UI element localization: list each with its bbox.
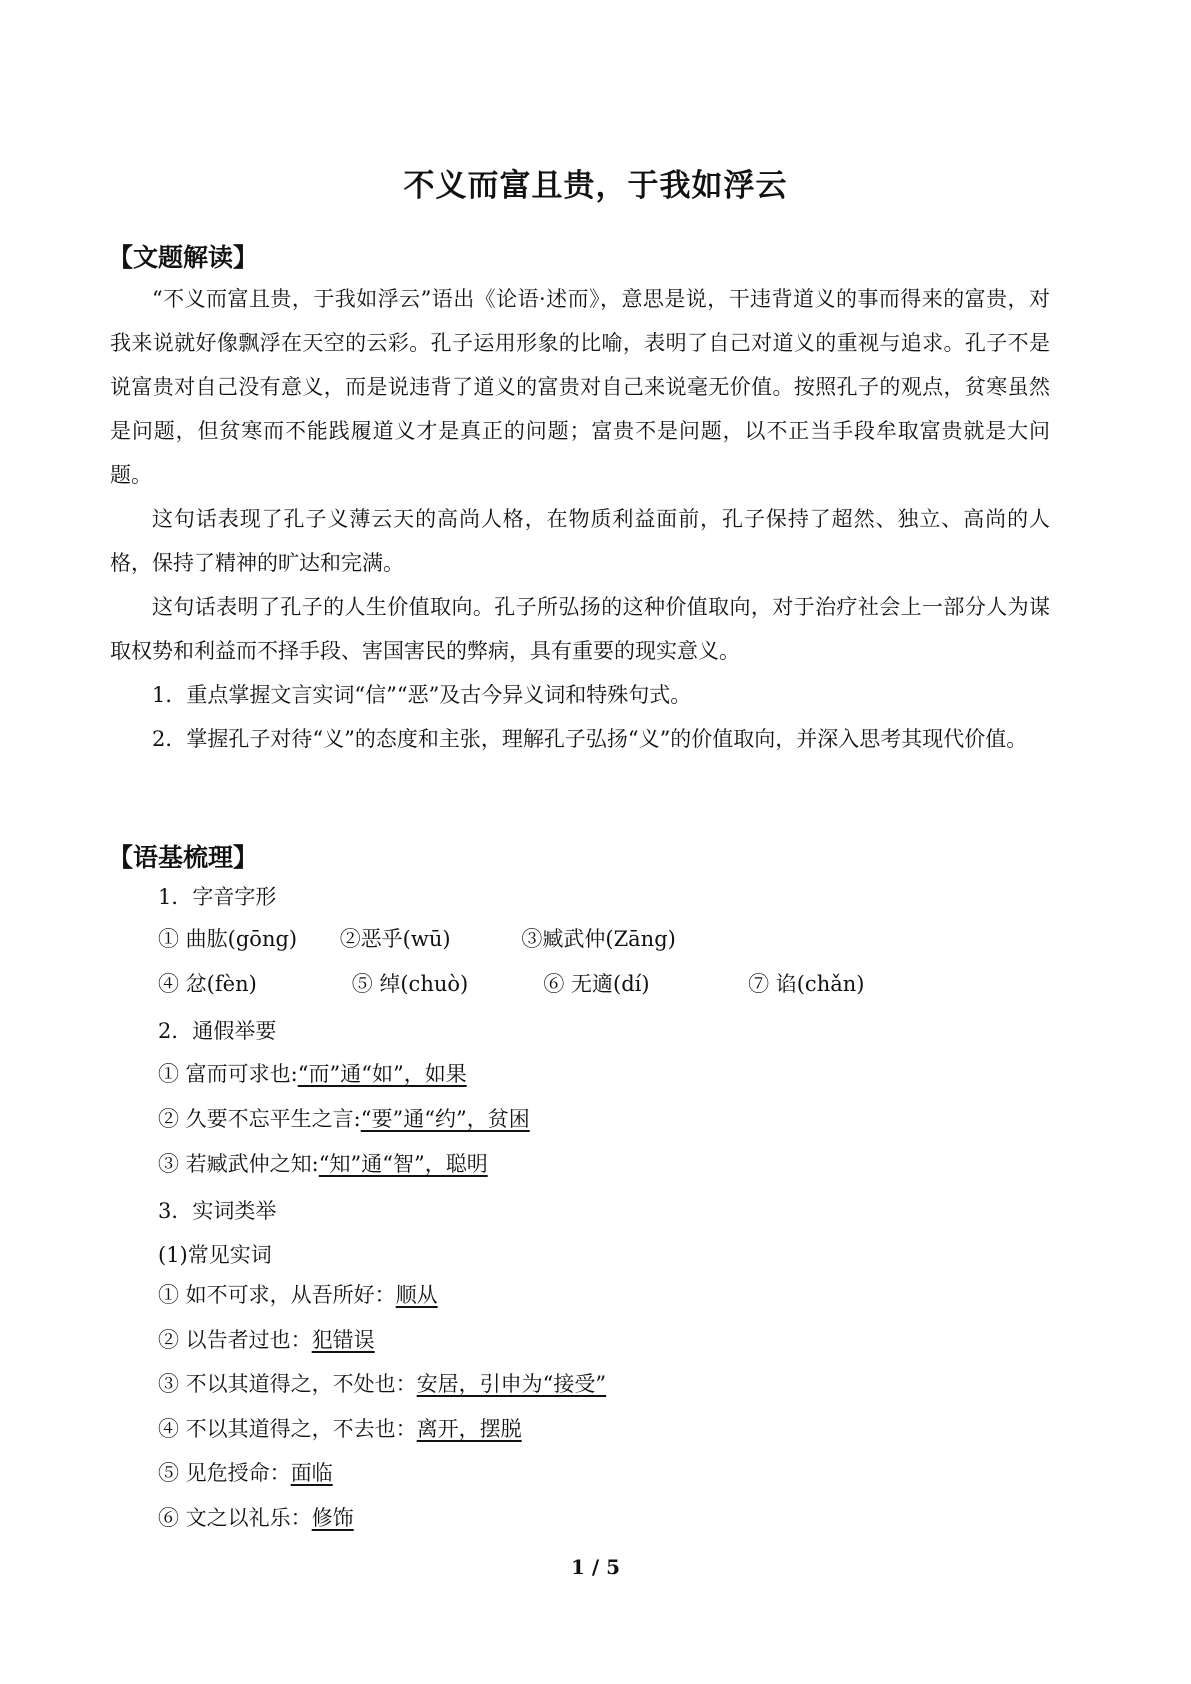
answer-text: 面临 [290, 1461, 333, 1485]
page-number: 1 / 5 [570, 1555, 621, 1579]
paragraph-goal-1: 1．重点掌握文言实词“信”“恶”及古今异义词和特殊句式。 [152, 683, 692, 707]
shici-item [158, 1414, 522, 1444]
subheading-pronunciation: 1．字音字形 [158, 885, 277, 909]
tongjia-item [158, 1149, 488, 1179]
question-text: ② 以告者过也： [158, 1328, 312, 1352]
tongjia-item [158, 1059, 467, 1089]
pinyin-item: ⑥ 无適(dí) [543, 972, 650, 996]
answer-text: “而”通“如”，如果 [297, 1062, 467, 1086]
paragraph-2: 这句话表现了孔子义薄云天的高尚人格，在物质利益面前，孔子保持了超然、独立、高尚的人格，保持了精神的旷达和完满。 [110, 507, 1050, 575]
shici-item [158, 1325, 375, 1355]
pinyin-item: ③臧武仲(Zāng) [521, 927, 676, 951]
question-text: ⑤ 见危授命： [158, 1461, 291, 1485]
page-title: 不义而富且贵，于我如浮云 [403, 168, 788, 204]
pinyin-item: ⑤ 绰(chuò) [351, 972, 469, 996]
question-text: ② 久要不忘平生之言: [158, 1107, 361, 1131]
subheading-common-words: (1)常见实词 [158, 1243, 272, 1267]
answer-text: “知”通“智”，聪明 [318, 1152, 488, 1176]
section-heading-basics: 【语基梳理】 [108, 843, 259, 872]
paragraph-goal-2: 2．掌握孔子对待“义”的态度和主张，理解孔子弘扬“义”的价值取向，并深入思考其现代价值。 [152, 727, 1028, 751]
pinyin-item: ②恶乎(wū) [339, 927, 451, 951]
answer-text: 修饰 [311, 1506, 354, 1530]
paragraph-1: “不义而富且贵，于我如浮云”语出《论语·述而》，意思是说，干违背道义的事而得来的富贵，对我来说就好像飘浮在天空的云彩。孔子运用形象的比喻，表明了自己对道义的重视与追求。孔子不是说富贵对自己没有意义，而是说违背了道义的富贵对自己来说毫无价值。按照孔子的观点，贫寒虽然是问题，但贫寒而不能践履道义才是真正的问题；富贵不是问题，以不正当手段牟取富贵就是大问题。 [110, 287, 1050, 487]
subheading-shici: 3．实词类举 [158, 1199, 277, 1223]
question-text: ⑥ 文之以礼乐： [158, 1506, 312, 1530]
tongjia-item [158, 1104, 530, 1134]
paragraph-3: 这句话表明了孔子的人生价值取向。孔子所弘扬的这种价值取向，对于治疗社会上一部分人为谋取权势和利益而不择手段、害国害民的弊病，具有重要的现实意义。 [110, 595, 1050, 663]
answer-text: 顺从 [395, 1283, 438, 1307]
question-text: ③ 若臧武仲之知: [158, 1152, 319, 1176]
shici-item [158, 1458, 333, 1488]
answer-text: “要”通“约”，贫困 [360, 1107, 530, 1131]
section-heading-interpretation: 【文题解读】 [108, 243, 259, 272]
shici-item [158, 1369, 606, 1399]
pinyin-item: ① 曲肱(gōng) [158, 927, 298, 951]
subheading-tongjia: 2．通假举要 [158, 1019, 277, 1043]
pinyin-item: ④ 忿(fèn) [158, 972, 257, 996]
answer-text: 犯错误 [311, 1328, 375, 1352]
answer-text: 安居，引申为“接受” [416, 1372, 607, 1396]
pinyin-item: ⑦ 谄(chǎn) [748, 972, 865, 996]
question-text: ④ 不以其道得之，不去也： [158, 1417, 417, 1441]
answer-text: 离开，摆脱 [416, 1417, 522, 1441]
question-text: ① 富而可求也: [158, 1062, 298, 1086]
pinyin-row-1 [158, 924, 676, 954]
shici-item [158, 1503, 354, 1533]
question-text: ① 如不可求，从吾所好： [158, 1283, 396, 1307]
pinyin-row-2 [158, 969, 864, 999]
shici-item [158, 1280, 438, 1310]
question-text: ③ 不以其道得之，不处也： [158, 1372, 417, 1396]
